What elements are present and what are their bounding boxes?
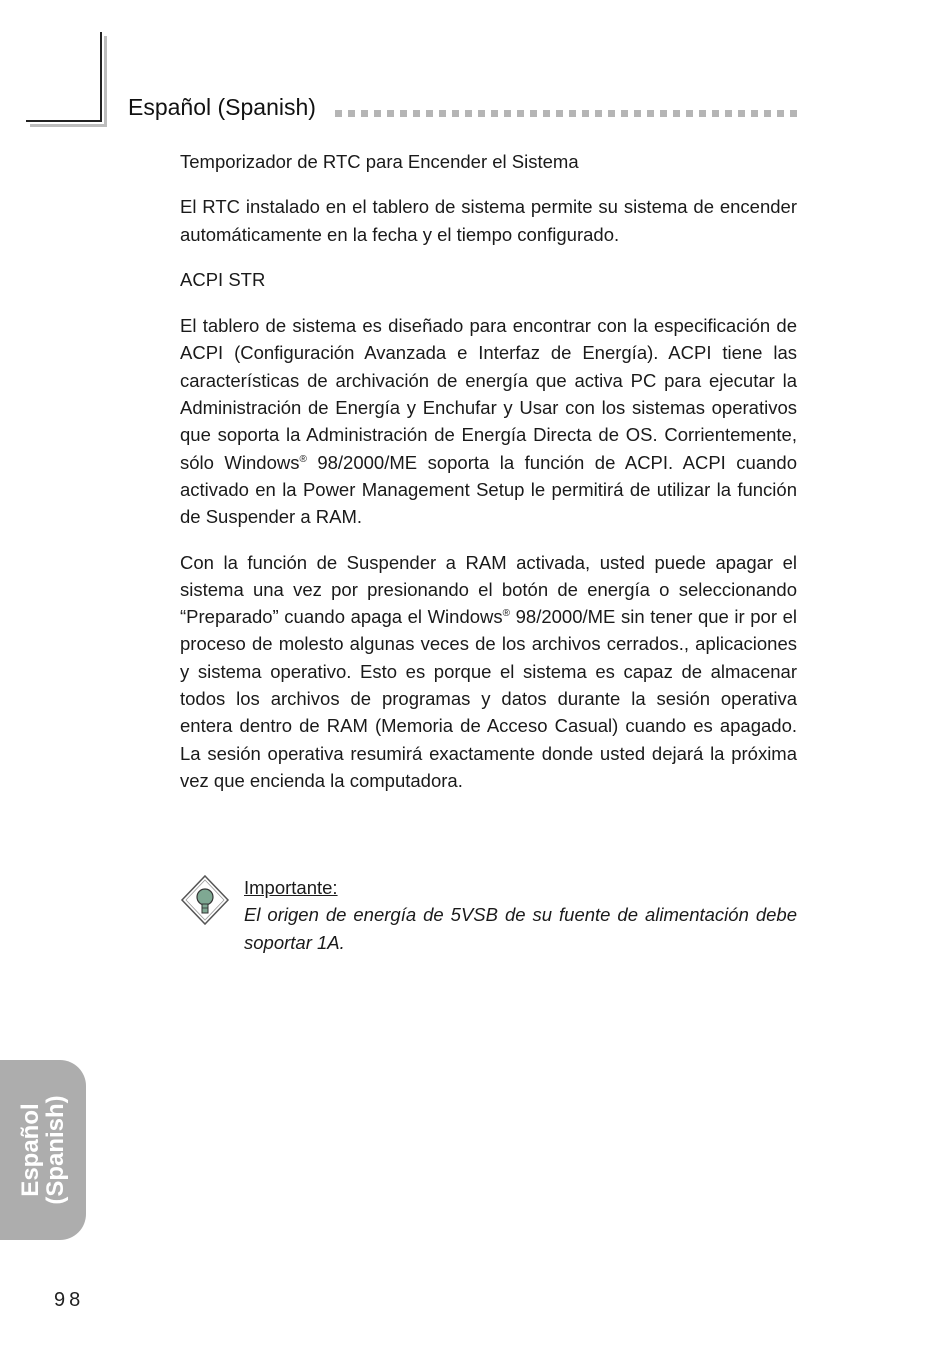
header-dot [608,110,615,117]
header-dot [751,110,758,117]
page-header-title: Español (Spanish) [128,94,316,120]
header-dot [387,110,394,117]
corner-mark [26,120,102,122]
header-dot [517,110,524,117]
main-content [180,148,797,794]
page-number: 98 [54,1289,85,1311]
section-paragraph-rtc: El RTC instalado en el tablero de sistema permite su sistema de encender automáticamente en la fecha y el tiempo configurado. [180,196,797,245]
header-dot [725,110,732,117]
corner-mark-shadow [30,124,107,127]
lightbulb-diamond-icon [180,874,230,926]
header-dot [400,110,407,117]
note-title: Importante: [244,877,338,898]
section-paragraph-acpi: El tablero de sistema es diseñado para encontrar con la especificación de ACPI (Configuración Avanzada e Interfaz de Energía). ACPI tiene las características de archivación de energía que activa PC para ejecutar la Administración de Energía y Enchufar y Usar con los sistemas operativos que soporta la Administración de Energía Directa de OS. Corrientemente, sólo Windows® 98/2000/ME soporta la función de ACPI. ACPI cuando activado en la Power Management Setup le permitirá de utilizar la función de Suspender a RAM. [180,315,797,528]
header-dot [452,110,459,117]
header-dot [556,110,563,117]
section-heading-acpi: ACPI STR [180,268,266,290]
important-note [180,874,797,964]
header-dot [335,110,342,117]
header-dot [491,110,498,117]
header-dot [348,110,355,117]
header-dot [543,110,550,117]
header-dot [569,110,576,117]
header-dot [699,110,706,117]
header-dot [634,110,641,117]
note-body: El origen de energía de 5VSB de su fuente de alimentación debe soportar 1A. [244,904,797,953]
header-dot [686,110,693,117]
header-dot [413,110,420,117]
header-dot [530,110,537,117]
header-dot [621,110,628,117]
header-dot [426,110,433,117]
header-dot [777,110,784,117]
header-dot [439,110,446,117]
section-paragraph-str: Con la función de Suspender a RAM activada, usted puede apagar el sistema una vez por presionando el botón de energía o seleccionando “Preparado” cuando apaga el Windows® 98/2000/ME sin tener que ir por el proceso de molesto algunas veces de los archivos cerrados., aplicaciones y sistema operativo. Esto es porque el sistema es capaz de almacenar todos los archivos de programas y datos durante la sesión operativa entera dentro de RAM (Memoria de Acceso Casual) cuando es apagado. La sesión operativa resumirá exactamente donde usted dejará la próxima vez que encienda la computadora. [180,551,797,791]
header-dot [738,110,745,117]
header-dot [582,110,589,117]
corner-mark [100,32,102,122]
header-dot [361,110,368,117]
header-dot [595,110,602,117]
header-dot [478,110,485,117]
header-dot [504,110,511,117]
header-dot [712,110,719,117]
language-side-tab [0,1060,86,1240]
section-heading-rtc: Temporizador de RTC para Encender el Sistema [180,151,579,172]
header-dot [465,110,472,117]
header-dot [660,110,667,117]
header-dot [647,110,654,117]
header-dotted-rule [335,110,797,118]
corner-mark-shadow [104,36,107,126]
side-tab-label: Español (Spanish) [17,1095,69,1205]
header-dot [764,110,771,117]
header-dot [673,110,680,117]
header-dot [790,110,797,117]
header-dot [374,110,381,117]
